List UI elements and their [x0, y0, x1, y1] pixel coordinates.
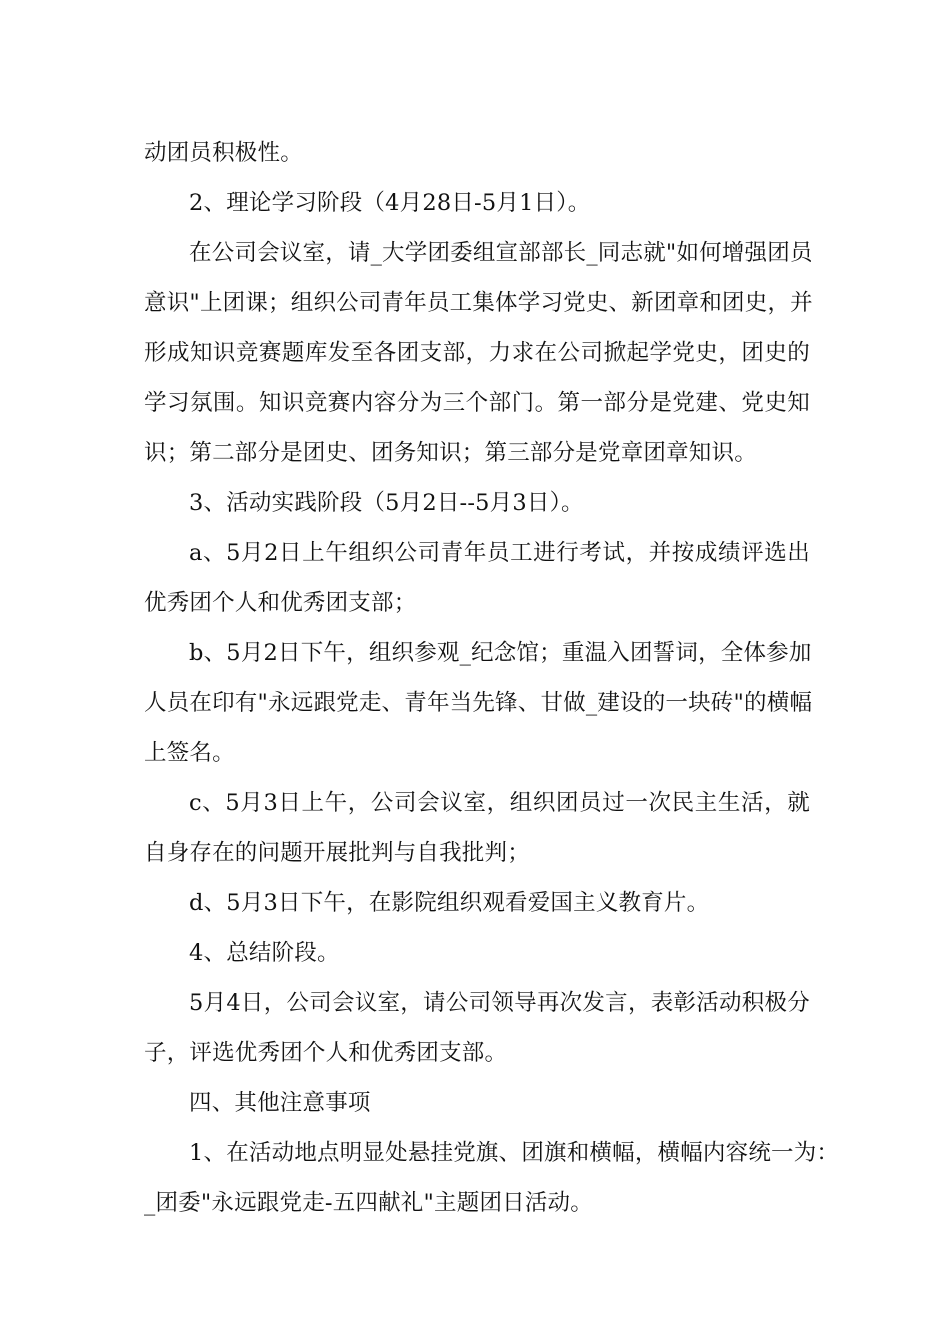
- text-line-20: 四、其他注意事项: [189, 1090, 371, 1116]
- text-line-1: 动团员积极性。: [144, 140, 303, 166]
- text-line-18: 5月4日，公司会议室，请公司领导再次发言，表彰活动积极分: [189, 990, 810, 1016]
- text-line-5: 形成知识竞赛题库发至各团支部，力求在公司掀起学党史，团史的: [144, 340, 810, 366]
- text-line-11: b、5月2日下午，组织参观_纪念馆；重温入团誓词，全体参加: [189, 640, 812, 666]
- text-line-14: c、5月3日上午，公司会议室，组织团员过一次民主生活，就: [189, 790, 810, 816]
- text-line-13: 上签名。: [144, 740, 235, 766]
- text-line-10: 优秀团个人和优秀团支部；: [144, 590, 417, 616]
- text-line-7: 识；第二部分是团史、团务知识；第三部分是党章团章知识。: [144, 440, 757, 466]
- text-line-3: 在公司会议室，请_大学团委组宣部部长_同志就"如何增强团员: [189, 240, 813, 266]
- text-line-4: 意识"上团课；组织公司青年员工集体学习党史、新团章和团史，并: [144, 290, 813, 316]
- document-page: [144, 128, 840, 1228]
- text-line-12: 人员在印有"永远跟党走、青年当先锋、甘做_建设的一块砖"的横幅: [144, 690, 813, 716]
- text-line-22: _团委"永远跟党走-五四献礼"主题团日活动。: [144, 1190, 593, 1216]
- text-line-21: 1、在活动地点明显处悬挂党旗、团旗和横幅，横幅内容统一为：: [189, 1140, 840, 1166]
- text-line-9: a、5月2日上午组织公司青年员工进行考试，并按成绩评选出: [189, 540, 810, 566]
- text-line-2: 2、理论学习阶段（4月28日-5月1日）。: [189, 190, 591, 216]
- text-line-19: 子，评选优秀团个人和优秀团支部。: [144, 1040, 508, 1066]
- text-line-6: 学习氛围。知识竞赛内容分为三个部门。第一部分是党建、党史知: [144, 390, 810, 416]
- text-line-16: d、5月3日下午，在影院组织观看爱国主义教育片。: [189, 890, 710, 916]
- text-line-15: 自身存在的问题开展批判与自我批判；: [144, 840, 530, 866]
- text-line-8: 3、活动实践阶段（5月2日--5月3日）。: [189, 490, 584, 516]
- text-line-17: 4、总结阶段。: [189, 940, 340, 966]
